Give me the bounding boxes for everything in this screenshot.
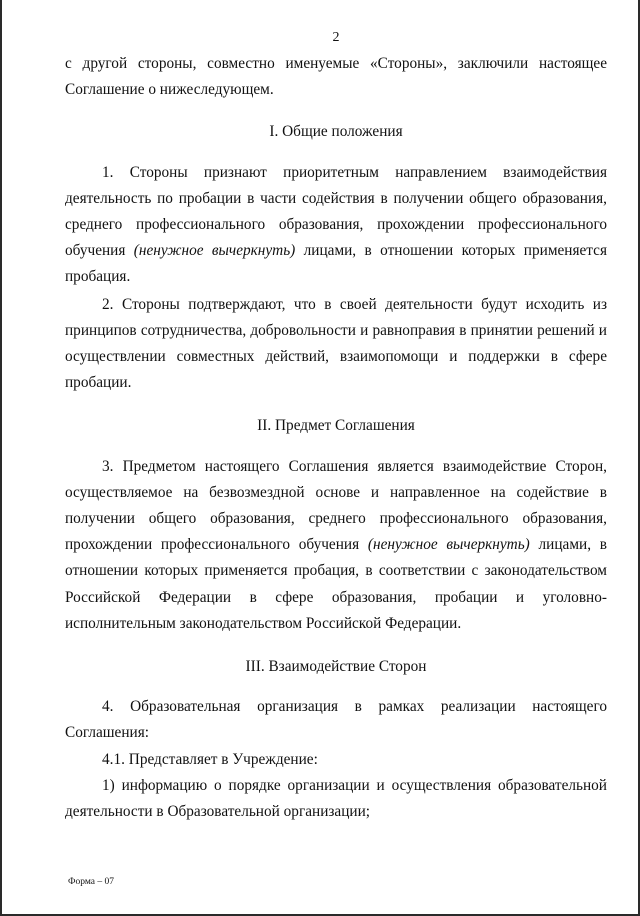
- clause-4-1-paragraph: 4.1. Представляет в Учреждение:: [102, 750, 318, 768]
- form-footer: Форма – 07: [68, 877, 115, 887]
- clause-1-text-end: лицами, в отношении которых применяется пробация.: [65, 242, 607, 286]
- section-3-heading: III. Взаимодействие Сторон: [245, 658, 427, 676]
- intro-paragraph: с другой стороны, совместно именуемые «Стороны», заключили настоящее Соглашение о нижеследующем.: [65, 55, 607, 99]
- clause-4-1-1-paragraph: 1) информацию о порядке организации и осуществления образовательной деятельности в Образовательной организации;: [65, 776, 607, 821]
- clause-1-text-start: 1. Стороны признают приоритетным направлением взаимодействия деятельность по пробации в части содействия в получении общего образования, среднего профессионального образования, прохождении профессионального обучения: [65, 163, 607, 260]
- clause-1-italic-note: (ненужное вычеркнуть): [133, 242, 296, 260]
- clause-3-text-end: лицами, в отношении которых применяется пробация, в соответствии с законодательством Российской Федерации в сфере образования, пробации и уголовно-исполнительным законодательством Российской Федерации.: [65, 536, 608, 632]
- clause-2-paragraph: 2. Стороны подтверждают, что в своей деятельности будут исходить из принципов сотрудничества, добровольности и равноправия в принятии решений и осуществлении совместных действий, взаимопомощи и поддержки в сфере пробации.: [65, 295, 607, 392]
- scan-edge-left: [0, 0, 2, 916]
- clause-3-text-start: 3. Предметом настоящего Соглашения является взаимодействие Сторон, осуществляемое на безвозмездной основе и направленное на содействие в получении общего образования, среднего профессионального образования, прохождении профессионального обучения: [65, 457, 607, 554]
- clause-3-italic-note: (ненужное вычеркнуть): [367, 536, 530, 554]
- section-2-heading: II. Предмет Соглашения: [257, 417, 415, 435]
- clause-3-paragraph: [65, 454, 607, 637]
- page-number: 2: [332, 30, 340, 45]
- section-1-heading: I. Общие положения: [269, 123, 403, 141]
- clause-1-paragraph: [65, 160, 607, 291]
- clause-4-paragraph: 4. Образовательная организация в рамках реализации настоящего Соглашения:: [65, 698, 607, 742]
- document-page: [65, 28, 607, 825]
